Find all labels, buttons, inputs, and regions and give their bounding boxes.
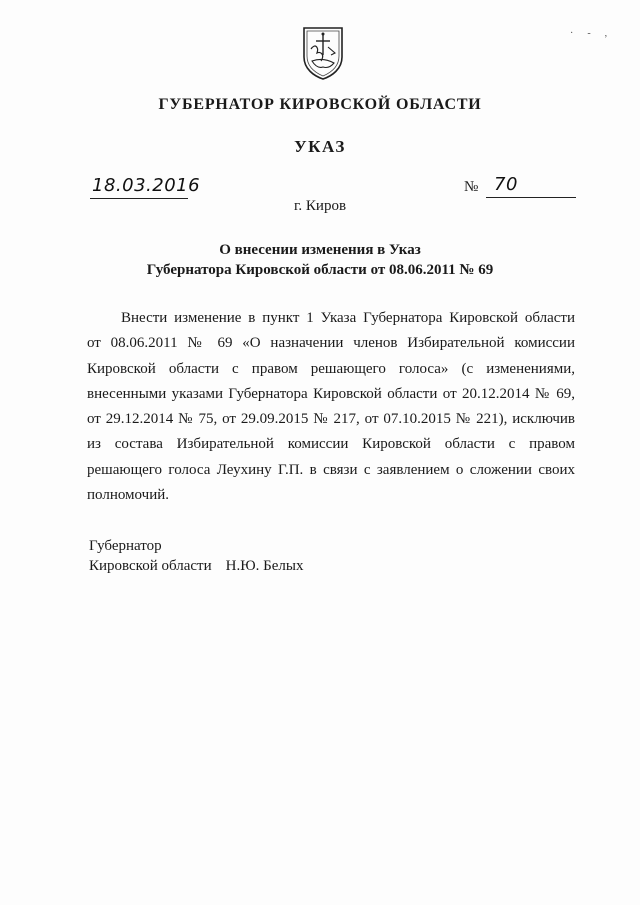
number-field: [464, 176, 576, 198]
coat-of-arms-icon: [301, 25, 345, 81]
date-field: [90, 175, 201, 199]
number-underline: [486, 175, 576, 198]
decree-body: [87, 306, 575, 508]
body-line: Внести изменение в пункт 1 Указа Губернатора Кировской области: [121, 310, 575, 326]
body-line: внесенными указами Губернатора Кировской области от 20.12.2014 № 69,: [87, 385, 575, 402]
city: г. Киров: [293, 198, 347, 214]
signatory-name: Н.Ю. Белых: [225, 558, 304, 574]
date-value: 18.03.2016: [92, 175, 201, 196]
subject-line: О внесении изменения в Указ: [219, 242, 421, 258]
body-line: Кировской области с правом решающего голоса» (с изменениями,: [87, 360, 575, 377]
number-sign: №: [464, 179, 479, 195]
issuing-authority: ГУБЕРНАТОР КИРОВСКОЙ ОБЛАСТИ: [158, 96, 482, 113]
decree-subject: [0, 240, 640, 280]
signatory-title: Губернатор: [89, 538, 162, 554]
body-line: полномочий.: [87, 487, 170, 504]
signatory-row: [89, 556, 303, 576]
body-line: решающего голоса Леухину Г.П. в связи с заявлением о сложении своих: [87, 461, 575, 478]
body-line: от 08.06.2011 № 69 «О назначении членов Избирательной комиссии: [87, 335, 575, 352]
subject-line: Губернатора Кировской области от 08.06.2011 № 69: [146, 262, 494, 278]
body-line: из состава Избирательной комиссии Кировской области с правом: [87, 436, 575, 453]
signature-block: [89, 536, 303, 576]
document-type: УКАЗ: [294, 137, 346, 156]
signatory-region: Кировской области: [89, 558, 212, 574]
number-value: 70: [494, 174, 518, 195]
scan-noise: · - ,: [570, 28, 614, 39]
body-line: от 29.12.2014 № 75, от 29.09.2015 № 217, от 07.10.2015 № 221), исключив: [87, 411, 575, 428]
